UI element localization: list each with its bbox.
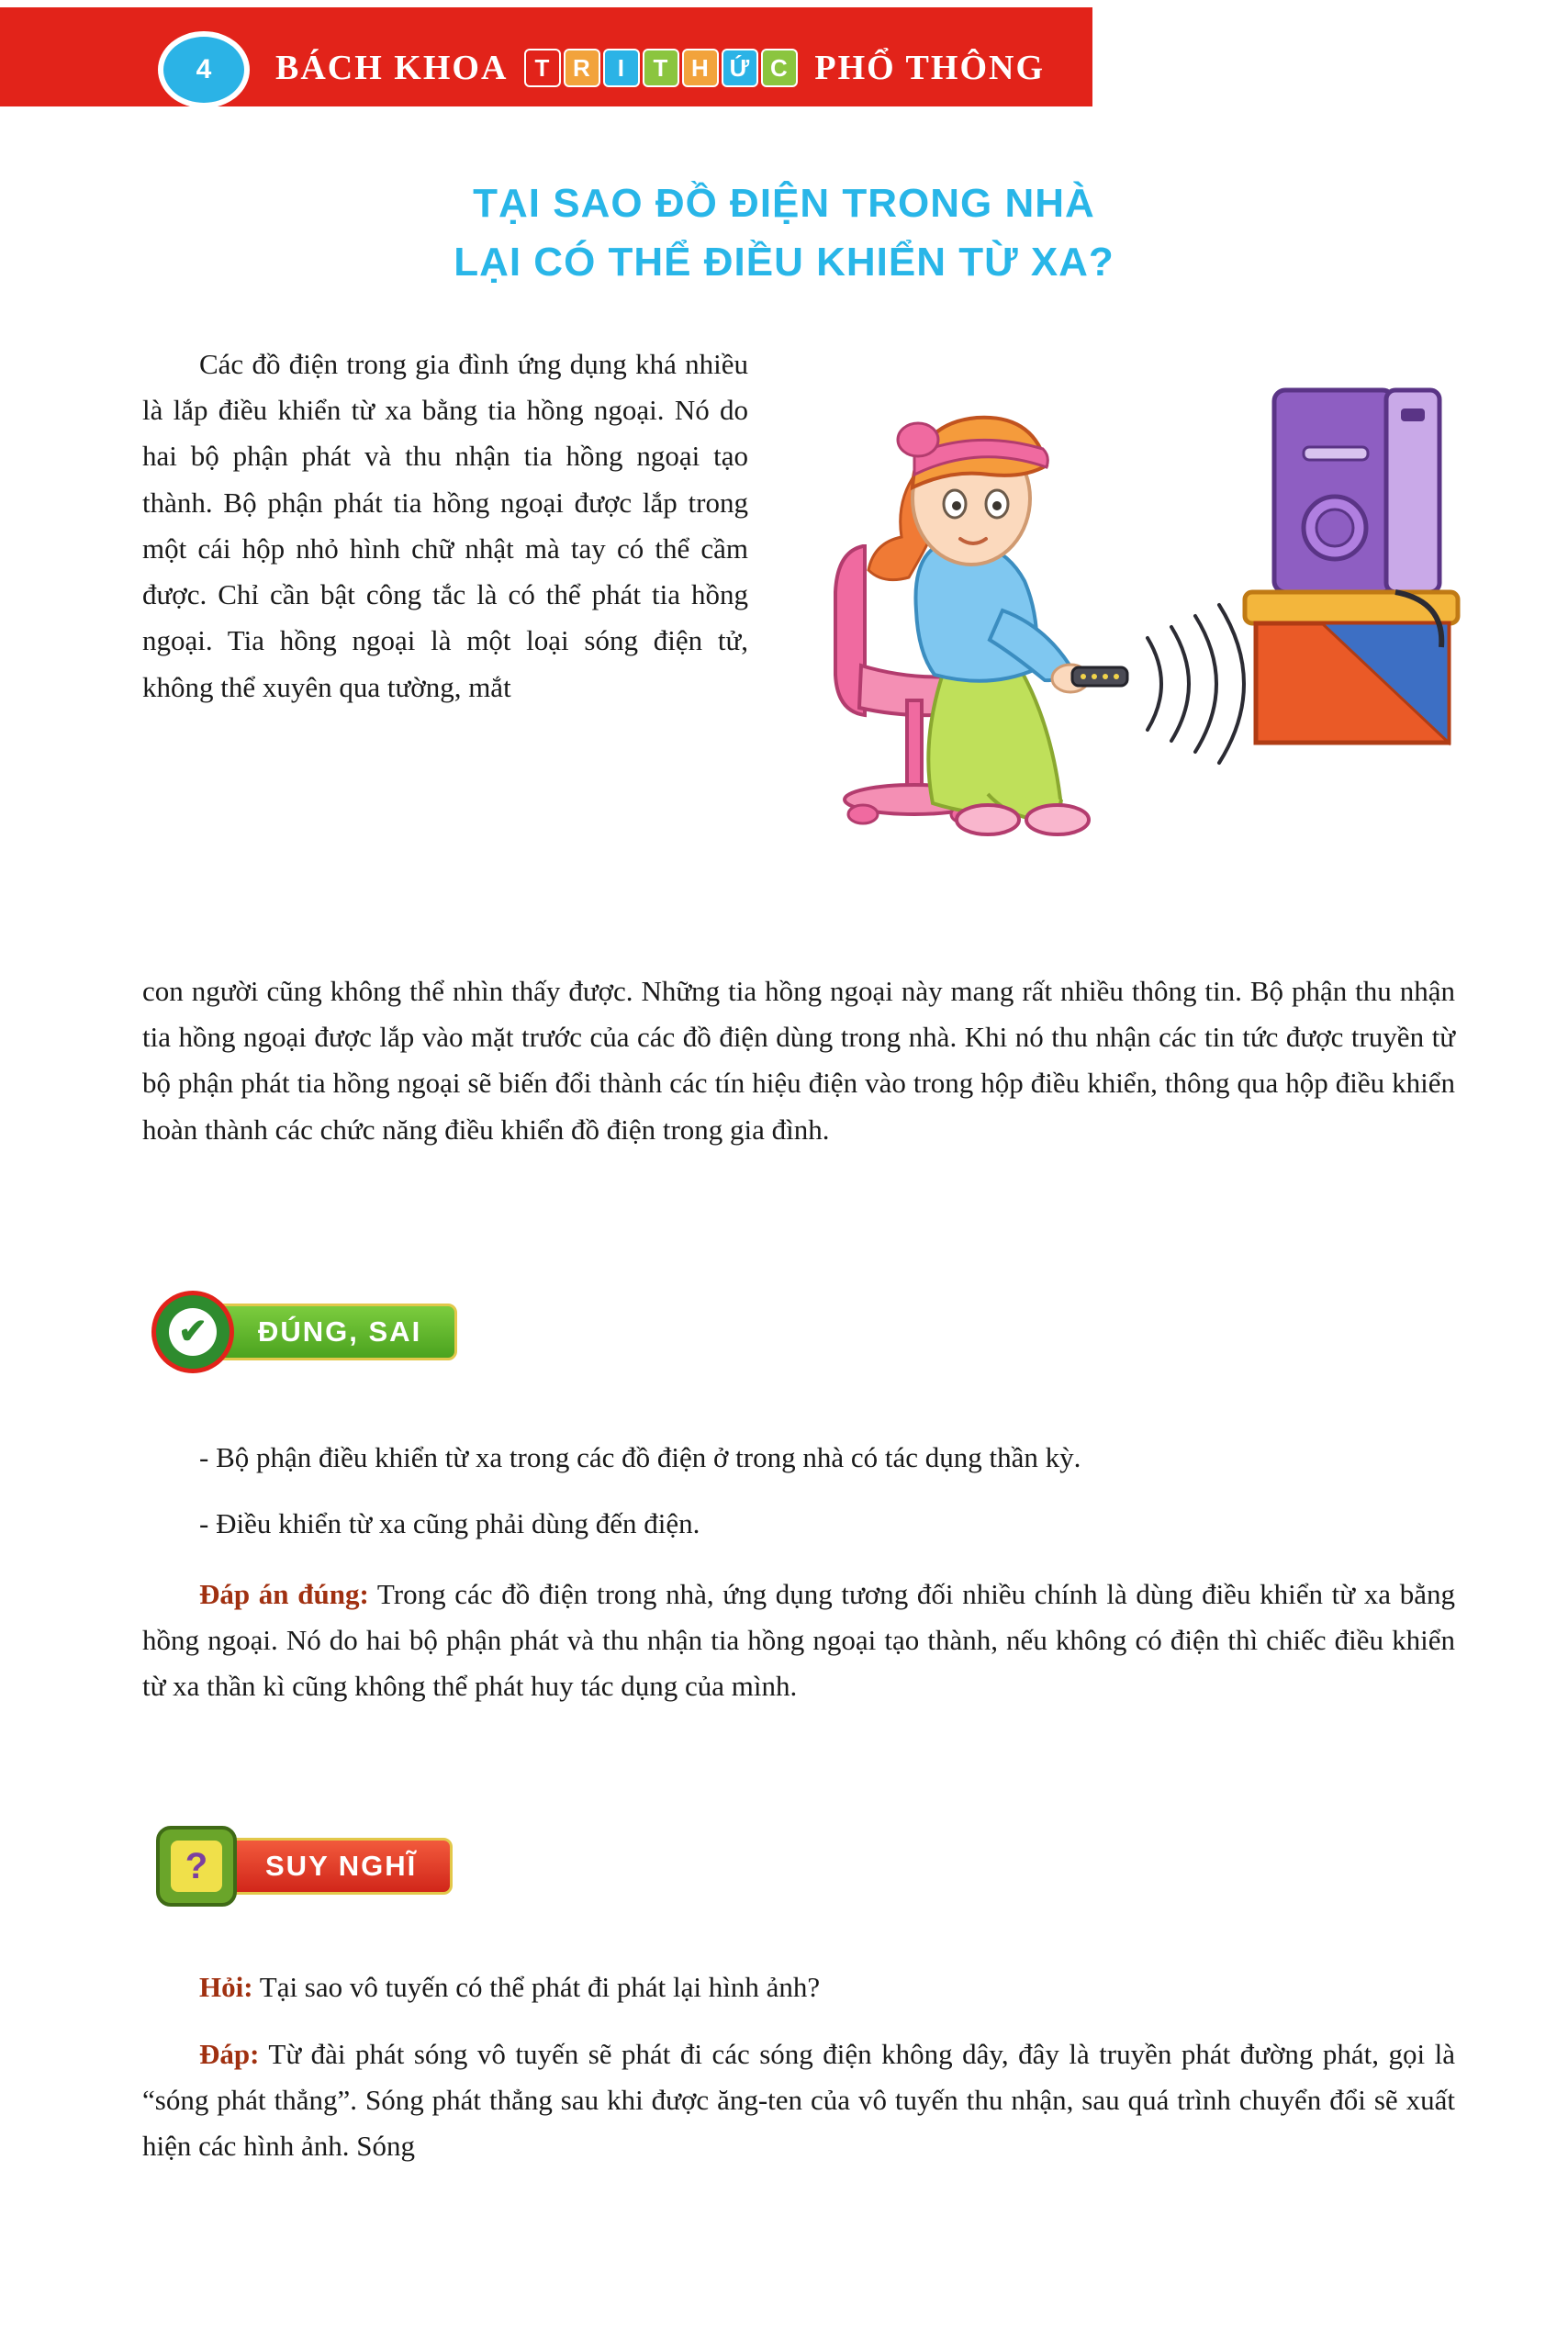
block-letter-4: H <box>682 49 719 87</box>
article-title-line-1: TẠI SAO ĐỒ ĐIỆN TRONG NHÀ <box>473 181 1095 226</box>
question-label: Hỏi: <box>199 1971 253 2003</box>
answer-label: Đáp án đúng: <box>199 1578 369 1610</box>
section-label-think: SUY NGHĨ <box>220 1838 453 1895</box>
block-letter-2: I <box>603 49 640 87</box>
body-paragraph-full <box>142 968 1455 1153</box>
book-title-prefix: BÁCH KHOA <box>275 49 509 87</box>
true-false-answer <box>142 1572 1455 1710</box>
think-answer-paragraph <box>142 2031 1455 2170</box>
section-label-true-false: ĐÚNG, SAI <box>213 1304 457 1360</box>
shoe-icon <box>1026 805 1089 834</box>
question-paragraph <box>142 1964 1455 2010</box>
block-letter-1: R <box>564 49 600 87</box>
body-paragraph: con người cũng không thể nhìn thấy được. Những tia hồng ngoại này mang rất nhiều thông tin. Bộ phận thu nhận tia hồng ngoại được lắp vào mặt trước của các đồ điện dùng trong nhà. Khi nó thu nhận các tin tức được truyền từ bộ phận phát tia hồng ngoại sẽ biến đổi thành các tín hiệu điện vào trong hộp điều khiển, thông qua hộp điều khiển hoàn thành các chức năng điều khiển đồ điện trong gia đình. <box>142 975 1455 1146</box>
page-number-badge: 4 <box>163 37 244 103</box>
question-mark-glyph: ? <box>171 1841 222 1892</box>
intro-column-text <box>142 341 748 711</box>
section-banner-true-false <box>156 1302 457 1362</box>
think-answer <box>142 2031 1455 2170</box>
question-text: Tại sao vô tuyến có thể phát đi phát lại hình ảnh? <box>252 1971 821 2003</box>
book-title-suffix: PHỔ THÔNG <box>814 49 1046 87</box>
true-false-items <box>142 1435 1455 1547</box>
appliance-figure <box>1245 390 1458 743</box>
think-answer-text: Từ đài phát sóng vô tuyến sẽ phát đi các sóng điện không dây, đây là truyền phát đường phát, gọi là “sóng phát thẳng”. Sóng phát thẳng sau khi được ăng-ten của vô tuyến thu nhận, sau quá trình chuyển đổi sẽ xuất hiện các hình ảnh. Sóng <box>142 2038 1455 2163</box>
think-question <box>142 1964 1455 2010</box>
think-answer-label: Đáp: <box>199 2038 260 2070</box>
check-mark-glyph: ✔ <box>169 1308 217 1356</box>
book-title <box>275 48 1045 88</box>
block-letter-3: T <box>643 49 679 87</box>
infrared-wave-icon <box>1148 605 1244 763</box>
intro-paragraph: Các đồ điện trong gia đình ứng dụng khá nhiều là lắp điều khiển từ xa bằng tia hồng ngoại. Nó do hai bộ phận phát và thu nhận tia hồng ngoại tạo thành. Bộ phận phát tia hồng ngoại được lắp trong một cái hộp nhỏ hình chữ nhật mà tay có thể cầm được. Chỉ cần bật công tắc là có thể phát tia hồng ngoại. Tia hồng ngoại là một loại sóng điện tử, không thể xuyên qua tường, mắt <box>142 348 748 703</box>
true-false-item-2: - Điều khiển từ xa cũng phải dùng đến điện. <box>199 1507 700 1540</box>
article-title <box>0 174 1568 292</box>
check-icon <box>156 1295 230 1369</box>
block-letters-logo <box>524 49 798 87</box>
illustration-girl-with-remote <box>808 363 1469 932</box>
article-title-line-2: LẠI CÓ THỂ ĐIỀU KHIỂN TỪ XA? <box>454 239 1114 285</box>
block-letter-6: C <box>761 49 798 87</box>
block-letter-5: Ứ <box>722 49 758 87</box>
section-banner-think <box>156 1836 453 1897</box>
page-header <box>0 0 1568 138</box>
true-false-item-1: - Bộ phận điều khiển từ xa trong các đồ điện ở trong nhà có tác dụng thần kỳ. <box>199 1441 1081 1473</box>
shoe-icon <box>957 805 1019 834</box>
answer-paragraph <box>142 1572 1455 1710</box>
question-mark-icon <box>156 1826 237 1907</box>
answer-text: Trong các đồ điện trong nhà, ứng dụng tương đối nhiều chính là dùng điều khiển từ xa bằng hồng ngoại. Nó do hai bộ phận phát và thu nhận tia hồng ngoại tạo thành, nếu không có điện thì chiếc điều khiển từ xa thần kì cũng không thể phát huy tác dụng của mình. <box>142 1578 1455 1703</box>
block-letter-0: T <box>524 49 561 87</box>
